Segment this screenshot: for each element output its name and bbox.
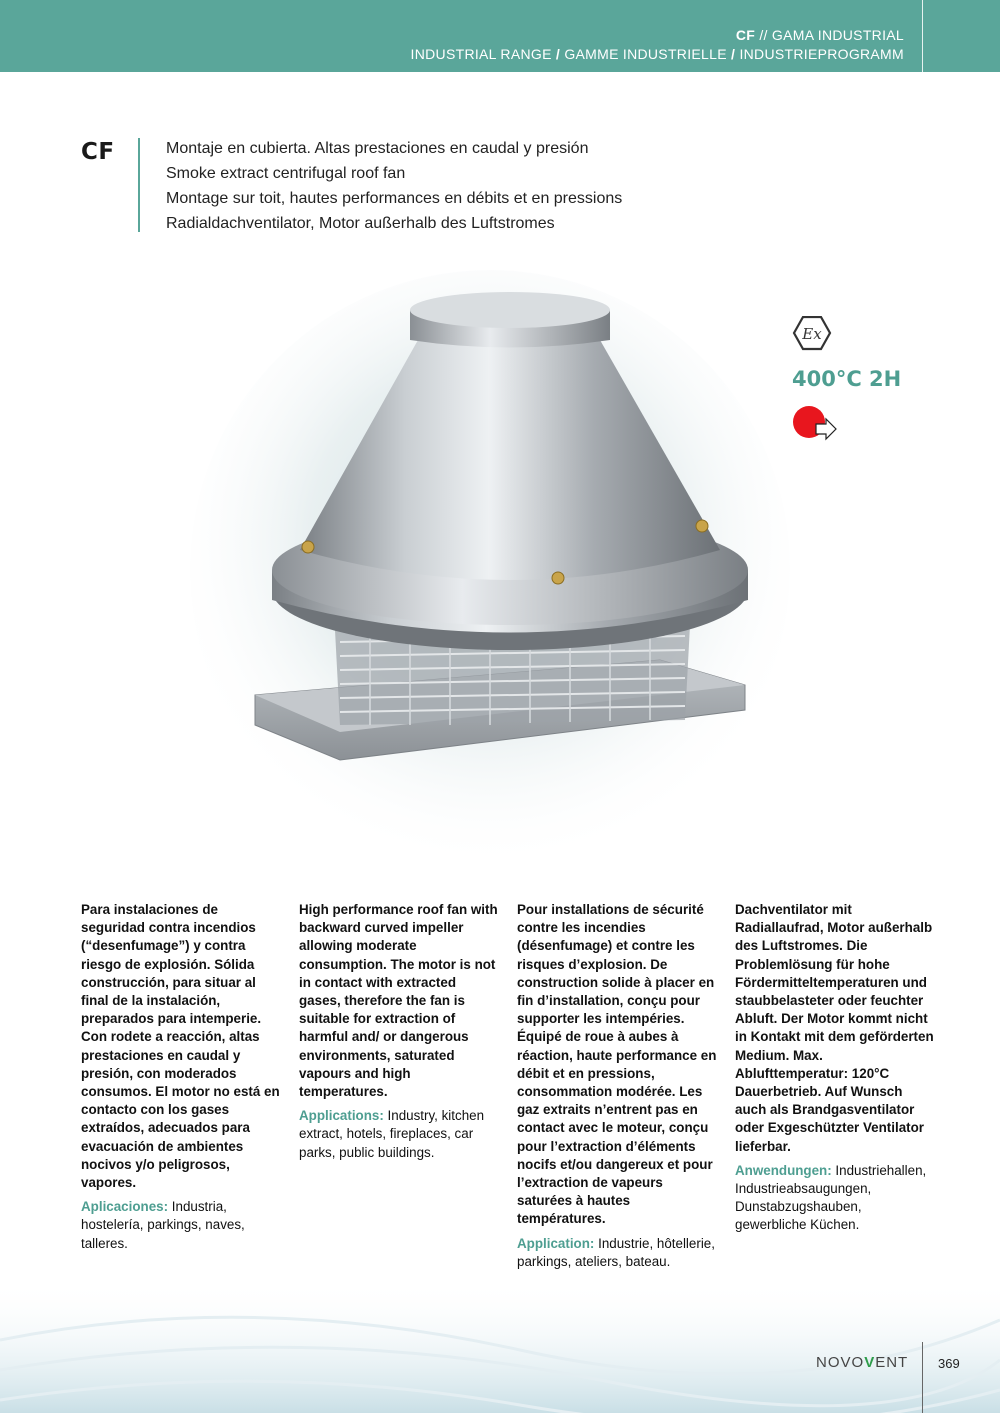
footer-wave-decoration [0,1280,1000,1413]
applications [735,1162,935,1235]
title-es: Montaje en cubierta. Altas prestaciones en caudal y presión [166,140,589,157]
header-slash: / [726,46,740,62]
description-body: Dachventilator mit Radiallaufrad, Motor außerhalb des Luftstromes. Die Problemlösung für hohe Fördermitteltemperaturen und staubbelasteter oder feuchter Abluft. Der Motor kommt nicht in Kontakt mit dem geförderten Medium. Max. Ablufttemperatur: 120°C Dauerbetrieb. Auf Wunsch auch als Brandgasventilator oder Exgeschützter Ventilator lieferbar. [735,902,934,1154]
header-range-text [411,26,904,64]
applications-label: Application: [517,1235,595,1251]
page-number: 369 [938,1356,960,1371]
applications-text: Industriehallen, Industrieabsaugungen, Dunstabzugshauben, gewerbliche Küchen. [735,1162,927,1233]
applications [81,1198,281,1253]
title-de: Radialdachventilator, Motor außerhalb des Luftstromes [166,215,555,232]
header-code: CF [735,27,756,43]
title-fr: Montage sur toit, hautes performances en débits et en pressions [166,190,623,207]
header-band [0,0,1000,72]
header-gama: // GAMA INDUSTRIAL [755,27,904,43]
ex-atex-icon [794,317,830,349]
description-column-fr [517,901,717,1271]
header-line-2 [411,45,904,64]
description-body: High performance roof fan with backward curved impeller allowing moderate consumption. The motor is not in contact with extracted gases, therefore the fan is suitable for extraction of harmful and/ or dangerous environments, saturated vapours and high temperatures. [299,902,498,1100]
product-titles [166,136,622,236]
header-industrieprogramm: INDUSTRIEPROGRAMM [739,46,904,62]
applications-text: Industry, kitchen extract, hotels, fireplaces, car parks, public buildings. [299,1108,485,1160]
title-divider [138,138,140,232]
applications-text: Industrie, hôtellerie, parkings, ateliers, bateau. [517,1235,715,1269]
applications-label: Anwendungen: [735,1162,832,1178]
header-gamme: GAMME INDUSTRIELLE [564,46,727,62]
header-slash: / [551,46,565,62]
header-line-1 [411,26,904,45]
description-body: Para instalaciones de seguridad contra incendios (“desenfumage”) y contra riesgo de explosión. Sólida construcción, para situar al final de la instalación, preparados para intemperie. Con rodete a reacción, altas prestaciones en caudal y presión, con moderados consumos. El motor no está en contacto con los gases extraídos, adecuados para evacuación de ambientes nocivos y/o peligrosos, vapores. [81,902,280,1191]
description-column-en [299,901,499,1162]
brand-logo-part: NOVO [816,1354,865,1371]
description-column-de [735,901,935,1235]
product-code: CF [81,139,115,165]
applications [299,1107,499,1162]
header-industrial-range: INDUSTRIAL RANGE [410,46,552,62]
title-en: Smoke extract centrifugal roof fan [166,165,406,182]
description-body: Pour installations de sécurité contre les incendies (désenfumage) et contre les risques d’explosion. De construction solide à placer en fin d’installation, conçu pour supporter les intempéries. Équipé de roue à aubes à réaction, haute performance en débit et en pressions, consommation modérée. Les gaz extraits n’entrent pas en contact avec le moteur, conçu pour l’extraction d’éléments nocifs et/ou dangereux et pour l’extraction de vapeurs saturées à hautes températures. [517,902,717,1227]
brand-logo-part: ENT [875,1354,909,1371]
brand-logo-mark: V [864,1354,876,1371]
description-column-es [81,901,281,1253]
applications-label: Applications: [299,1108,384,1124]
applications-text: Industria, hostelería, parkings, naves, talleres. [81,1199,245,1251]
svg-text:Ex: Ex [802,325,822,343]
applications-label: Aplicaciones: [81,1199,169,1215]
applications [517,1235,717,1271]
roof-fan-photo [180,270,800,870]
smoke-extract-icon [793,406,836,439]
brand-logo [816,1354,908,1371]
footer-divider [922,1342,923,1413]
temperature-rating: 400°C 2H [792,367,902,391]
header-divider [922,0,923,72]
